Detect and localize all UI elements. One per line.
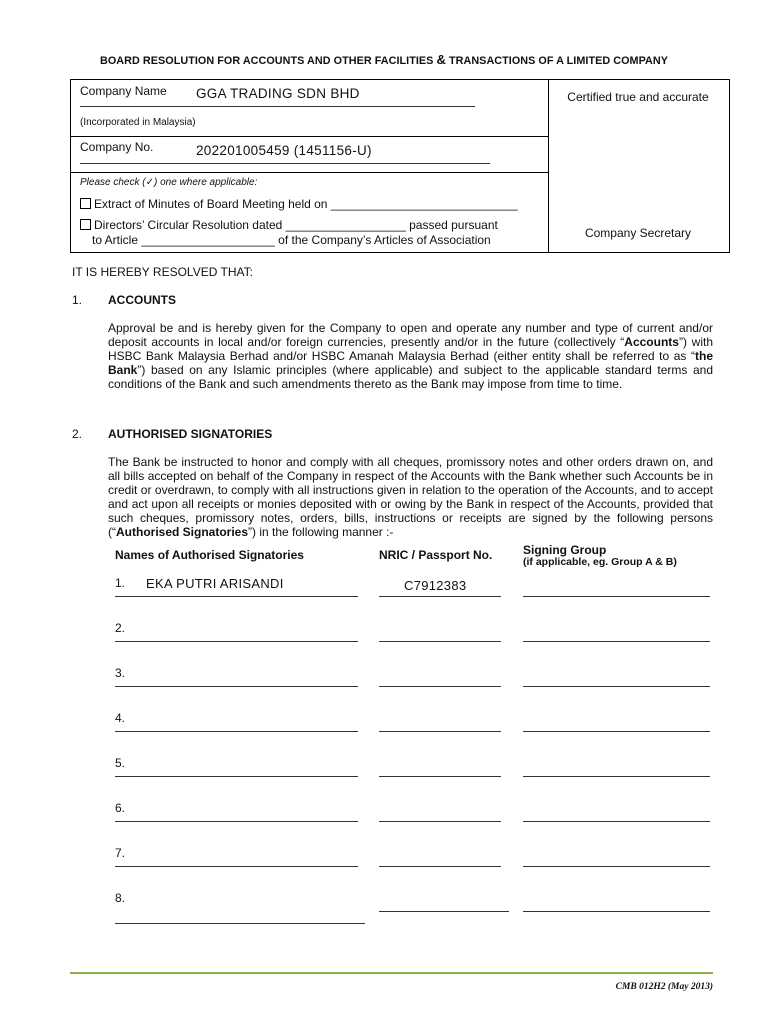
company-no-value[interactable]: 202201005459 (1451156-U) <box>196 143 372 158</box>
name-underline <box>115 866 358 867</box>
group-underline <box>523 731 710 732</box>
nric-underline <box>379 776 501 777</box>
name-underline <box>115 686 358 687</box>
nric-underline <box>379 686 501 687</box>
form-title <box>0 52 768 67</box>
nric-underline <box>379 596 501 597</box>
form-title-ampersand: & <box>436 52 446 67</box>
group-underline <box>523 641 710 642</box>
option-circular[interactable] <box>80 218 498 232</box>
section2-heading: AUTHORISED SIGNATORIES <box>108 427 273 441</box>
name-underline <box>115 776 358 777</box>
row-number: 6. <box>115 801 126 815</box>
footer-rule <box>70 972 713 974</box>
authorised-signatories-term: Authorised Signatories <box>116 525 249 539</box>
section1-heading: ACCOUNTS <box>108 293 176 307</box>
section2-number: 2. <box>72 427 83 441</box>
section1-text-b: ”) with HSBC Bank Malaysia Berhad and/or HSBC Amanah Malaysia Berhad (either entity shall be referred to as “ <box>108 335 713 363</box>
section2-text-a: The Bank be instructed to honor and comply with all cheques, promissory notes and other orders drawn on, and all bills accepted on behalf of the Company in respect of the Accounts with the Bank whether such Accounts be in credit or overdrawn, to comply with all instructions given in relation to the operation of the Accounts, and to accept and act upon all receipts or monies deposited with or owing by the Bank in respect of the Accounts, provided that such cheques, promissory notes, orders, bills, instructions or receipts are signed by the following persons (“ <box>108 455 713 539</box>
option-circular-label: Directors’ Circular Resolution dated __________________ passed pursuant <box>94 218 498 232</box>
option-circular-line2: to Article ____________________ of the Company’s Articles of Association <box>92 233 491 247</box>
option-minutes[interactable] <box>80 197 518 211</box>
signatory-name-field[interactable]: EKA PUTRI ARISANDI <box>146 576 284 591</box>
company-name-label: Company Name <box>80 84 167 98</box>
company-no-label: Company No. <box>80 140 154 154</box>
signatory-nric-field[interactable]: C7912383 <box>404 578 467 593</box>
row-number: 2. <box>115 621 126 635</box>
group-underline <box>523 866 710 867</box>
certified-text: Certified true and accurate <box>567 90 709 104</box>
column-header-names: Names of Authorised Signatories <box>115 548 304 562</box>
row-number: 5. <box>115 756 126 770</box>
company-name-value[interactable]: GGA TRADING SDN BHD <box>196 86 360 101</box>
column-header-group-sub: (if applicable, eg. Group A & B) <box>523 556 677 568</box>
section1-paragraph <box>108 321 713 391</box>
section1-number: 1. <box>72 293 83 307</box>
column-header-group: Signing Group <box>523 543 607 557</box>
section2-paragraph <box>108 455 713 539</box>
form-code: CMB 012H2 (May 2013) <box>615 982 713 992</box>
group-underline <box>523 911 710 912</box>
option-minutes-label: Extract of Minutes of Board Meeting held on ____________________________ <box>94 197 518 211</box>
minutes-checkbox[interactable] <box>80 198 91 209</box>
nric-underline <box>379 821 501 822</box>
name-underline <box>115 731 358 732</box>
name-underline <box>115 641 358 642</box>
name-underline <box>115 596 358 597</box>
row-number: 1. <box>115 576 126 590</box>
group-underline <box>523 821 710 822</box>
group-underline <box>523 596 710 597</box>
nric-underline <box>379 866 501 867</box>
row-number: 8. <box>115 891 126 905</box>
group-underline <box>523 776 710 777</box>
box-divider-1 <box>70 136 549 137</box>
section1-text-a: Approval be and is hereby given for the Company to open and operate any number and type of current and/or deposit accounts in local and/or foreign currencies, presently and/or in the future (collectively “ <box>108 321 713 349</box>
nric-underline <box>379 731 501 732</box>
name-underline <box>115 923 365 924</box>
row-number: 7. <box>115 846 126 860</box>
circular-checkbox[interactable] <box>80 219 91 230</box>
nric-underline <box>379 641 501 642</box>
row-number: 3. <box>115 666 126 680</box>
check-instruction: Please check (✓) one where applicable: <box>80 177 258 188</box>
section1-text-c: ”) based on any Islamic principles (where applicable) and subject to the applicable standard terms and conditions of the Bank and such amendments thereto as the Bank may impose from time to time. <box>108 363 713 391</box>
form-title-part1: BOARD RESOLUTION FOR ACCOUNTS AND OTHER FACILITIES <box>100 55 434 67</box>
column-header-nric: NRIC / Passport No. <box>379 548 493 562</box>
company-name-underline <box>80 106 475 107</box>
row-number: 4. <box>115 711 126 725</box>
form-title-part2: TRANSACTIONS OF A LIMITED COMPANY <box>449 55 668 67</box>
incorporated-note: (Incorporated in Malaysia) <box>80 117 196 128</box>
group-underline <box>523 686 710 687</box>
company-no-underline <box>80 163 490 164</box>
bank-term: the Bank <box>108 349 713 377</box>
box-divider-2 <box>70 172 549 173</box>
accounts-term: Accounts <box>624 335 679 349</box>
nric-underline <box>379 911 509 912</box>
name-underline <box>115 821 358 822</box>
company-secretary-label: Company Secretary <box>584 226 692 240</box>
section2-text-b: ”) in the following manner :- <box>248 525 394 539</box>
resolved-heading: IT IS HEREBY RESOLVED THAT: <box>72 265 253 279</box>
